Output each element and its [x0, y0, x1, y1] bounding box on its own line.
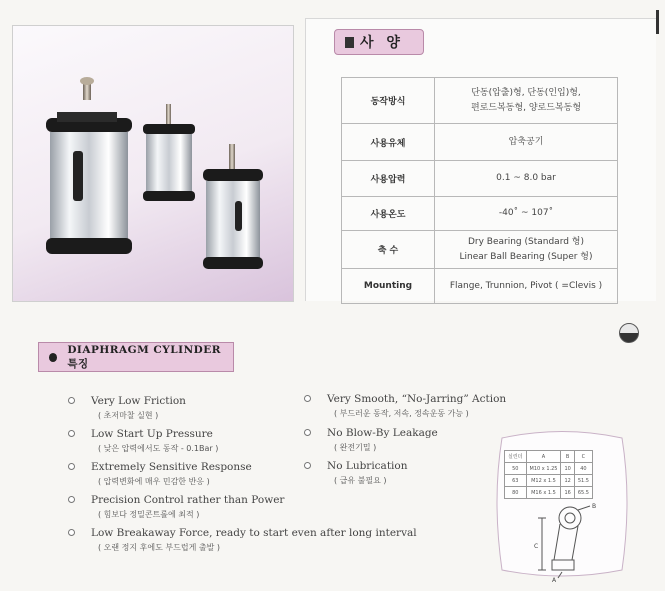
- circle-bullet-icon: [68, 397, 75, 404]
- feature-note: ( 부드러운 동작, 저속, 정속운동 가능 ): [334, 409, 469, 418]
- feature-text: Low Breakaway Force, ready to start even after long interval: [91, 527, 417, 539]
- dimension-header-row: [505, 451, 593, 463]
- dimension-cell: 16: [561, 487, 574, 499]
- feature-text: Low Start Up Pressure: [91, 428, 213, 440]
- spec-label: 사용유체: [342, 124, 435, 161]
- dimension-cell: M16 x 1.5: [526, 487, 561, 499]
- dimension-cell: 10: [561, 463, 574, 475]
- feature-note: ( 급유 불필요 ): [334, 476, 387, 485]
- circle-bullet-icon: [68, 529, 75, 536]
- spec-value: 0.1 ~ 8.0 bar: [435, 161, 618, 197]
- square-bullet-icon: [345, 37, 354, 48]
- spec-label: 축 수: [342, 231, 435, 269]
- dimension-cell: 50: [505, 463, 527, 475]
- feature-text: Very Smooth, “No-Jarring” Action: [327, 393, 507, 405]
- features-title: DIAPHRAGM CYLINDER 특징: [67, 343, 222, 370]
- feature-item: [304, 460, 407, 486]
- spec-label: 사용압력: [342, 161, 435, 197]
- spec-label: Mounting: [342, 269, 435, 304]
- spec-value: [435, 78, 618, 124]
- spec-label: 사용온도: [342, 197, 435, 231]
- dimension-header: C: [574, 451, 592, 463]
- feature-text: Precision Control rather than Power: [91, 494, 285, 506]
- spec-title: 사 양: [360, 35, 404, 51]
- dim-label-a: A: [552, 577, 557, 584]
- dimension-row: [505, 475, 593, 487]
- feature-item: [304, 427, 438, 453]
- spec-table: [341, 77, 618, 304]
- feature-note: ( 낮은 압력에서도 동작 - 0.1Bar ): [98, 444, 219, 453]
- round-bullet-icon: [49, 353, 57, 362]
- feature-text: Extremely Sensitive Response: [91, 461, 252, 473]
- dim-label-c: C: [534, 543, 539, 550]
- spec-value: -40˚ ~ 107˚: [435, 197, 618, 231]
- product-photo: [12, 25, 294, 302]
- circle-bullet-icon: [68, 496, 75, 503]
- spec-heading: [334, 29, 424, 55]
- feature-item: [68, 461, 252, 487]
- spec-row: [342, 197, 618, 231]
- rod-end-diagram: [482, 420, 642, 585]
- feature-item: [304, 393, 506, 419]
- dimension-table: [504, 450, 593, 499]
- dim-label-b: B: [592, 503, 597, 510]
- spec-value-line: Linear Ball Bearing (Super 형): [459, 251, 593, 262]
- feature-text: No Lubrication: [327, 460, 408, 472]
- dimension-header: 실린더: [505, 451, 527, 463]
- circle-bullet-icon: [304, 462, 311, 469]
- circle-bullet-icon: [304, 395, 311, 402]
- feature-item: [68, 428, 218, 454]
- dimension-cell: 12: [561, 475, 574, 487]
- spec-value: [435, 231, 618, 269]
- feature-note: ( 압력변화에 매우 민감한 반응 ): [98, 477, 210, 486]
- feature-note: ( 오랜 정지 후에도 부드럽게 출발 ): [98, 543, 220, 552]
- dimension-header: A: [526, 451, 561, 463]
- spec-row: [342, 161, 618, 197]
- dimension-cell: 65.5: [574, 487, 592, 499]
- circle-bullet-icon: [68, 463, 75, 470]
- feature-item: [68, 494, 284, 520]
- spec-row: [342, 78, 618, 124]
- spec-value: 압축공기: [435, 124, 618, 161]
- spec-value-line: Dry Bearing (Standard 형): [467, 236, 585, 247]
- features-heading: [38, 342, 234, 372]
- dimension-header: B: [561, 451, 574, 463]
- spec-label: 동작방식: [342, 78, 435, 124]
- feature-text: No Blow-By Leakage: [327, 427, 438, 439]
- dimension-row: [505, 487, 593, 499]
- dimension-row: [505, 463, 593, 475]
- dimension-cell: M12 x 1.5: [526, 475, 561, 487]
- dimension-cell: 40: [574, 463, 592, 475]
- half-circle-icon: [619, 323, 639, 343]
- spec-row: [342, 231, 618, 269]
- spec-value: Flange, Trunnion, Pivot ( =Clevis ): [435, 269, 618, 304]
- circle-bullet-icon: [68, 430, 75, 437]
- feature-note: ( 초저마찰 실현 ): [98, 411, 159, 420]
- dimension-cell: M10 x 1.25: [526, 463, 561, 475]
- feature-note: ( 완전기밀 ): [334, 443, 377, 452]
- feature-note: ( 힘보다 정밀콘트롤에 최적 ): [98, 510, 200, 519]
- feature-item: [68, 395, 186, 421]
- dimension-cell: 80: [505, 487, 527, 499]
- large-cylinder: [46, 77, 132, 254]
- dimension-cell: 63: [505, 475, 527, 487]
- feature-item: [68, 527, 417, 553]
- spec-value-line: 편로드복동형, 양로드복동형: [470, 102, 582, 113]
- spec-value-line: 단동(압출)형, 단동(인입)형,: [471, 87, 581, 98]
- spec-row: [342, 269, 618, 304]
- edge-marker: [656, 10, 659, 34]
- circle-bullet-icon: [304, 429, 311, 436]
- medium-cylinder: [203, 144, 263, 269]
- spec-row: [342, 124, 618, 161]
- small-cylinder: [143, 104, 195, 201]
- dimension-cell: 51.5: [574, 475, 592, 487]
- feature-text: Very Low Friction: [91, 395, 186, 407]
